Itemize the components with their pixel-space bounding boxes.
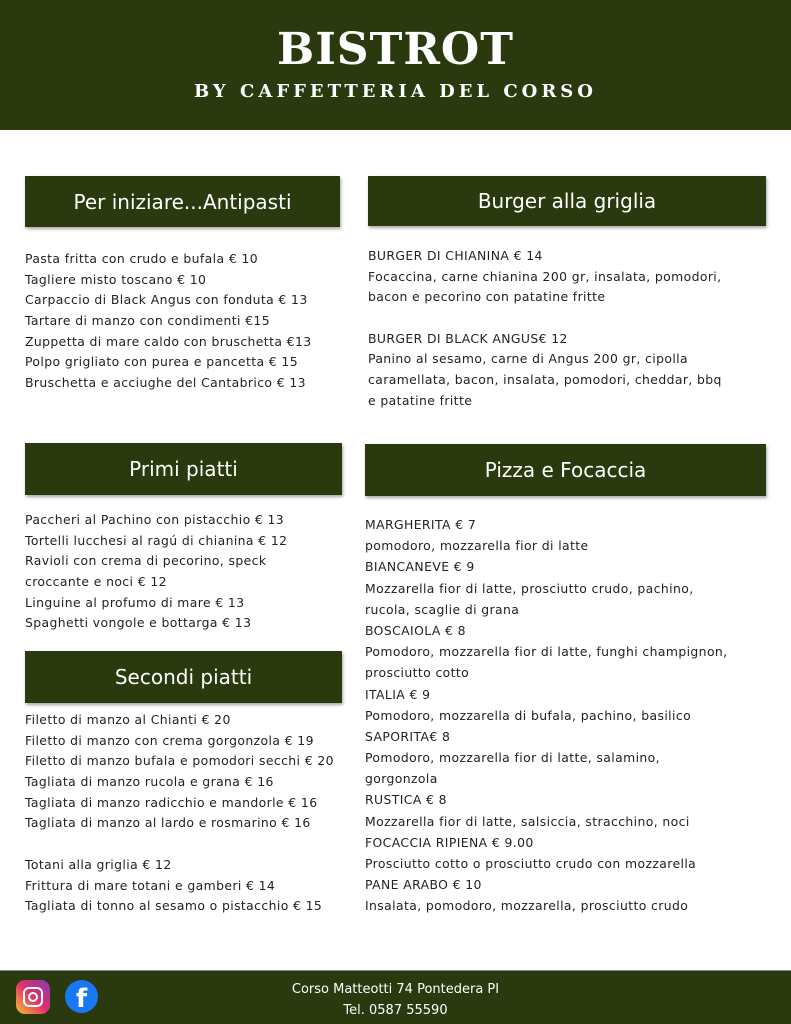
- pizza-line: Pomodoro, mozzarella fior di latte, funghi champignon,: [365, 644, 728, 660]
- list-item: Filetto di manzo al Chianti € 20: [25, 712, 231, 727]
- pizza-line: BIANCANEVE € 9: [365, 559, 475, 575]
- list-item: Tortelli lucchesi al ragú di chianina € 12: [25, 532, 288, 548]
- list-item: croccante e noci € 12: [25, 574, 167, 590]
- list-item: Frittura di mare totani e gamberi € 14: [25, 877, 276, 893]
- pizza-line: Pomodoro, mozzarella fior di latte, salamino,: [365, 750, 660, 766]
- section-antipasti: Per iniziare...Antipasti: [25, 176, 340, 227]
- primi-list: [25, 510, 287, 634]
- secondi-list: [25, 710, 334, 917]
- pizza-line: FOCACCIA RIPIENA € 9.00: [365, 834, 534, 850]
- title: BISTROT: [277, 24, 514, 75]
- list-item: Pasta fritta con crudo e bufala € 10: [25, 251, 259, 266]
- list-item: Tagliata di manzo al lardo e rosmarino € 16: [25, 815, 311, 831]
- list-item: Tagliata di manzo radicchio e mandorle € 16: [25, 794, 318, 810]
- pizza-line: ITALIA € 9: [365, 686, 431, 702]
- pizza-line: rucola, scaglie di grana: [365, 601, 520, 617]
- list-item: Totani alla griglia € 12: [25, 856, 172, 872]
- phone: Tel. 0587 55590: [343, 1003, 448, 1018]
- burger-desc: caramellata, bacon, insalata, pomodori, cheddar, bbq: [368, 372, 722, 388]
- pizza-line: BOSCAIOLA € 8: [365, 622, 466, 638]
- list-item: Tartare di manzo con condimenti €15: [25, 313, 270, 329]
- list-item: Zuppetta di mare caldo con bruschetta €13: [25, 333, 312, 349]
- header: [0, 0, 791, 130]
- antipasti-list: [25, 249, 312, 394]
- list-item: Tagliere misto toscano € 10: [25, 271, 207, 287]
- facebook-icon[interactable]: f: [65, 980, 98, 1013]
- section-pizza: Pizza e Focaccia: [365, 444, 766, 496]
- pizza-line: Mozzarella fior di latte, salsiccia, stracchino, noci: [365, 813, 690, 829]
- burger-name: BURGER DI BLACK ANGUS€ 12: [368, 330, 568, 346]
- pizza-line: Prosciutto cotto o prosciutto crudo con mozzarella: [365, 856, 697, 871]
- pizza-list: [365, 514, 728, 917]
- section-burger: Burger alla griglia: [368, 176, 766, 226]
- pizza-line: RUSTICA € 8: [365, 792, 447, 808]
- subtitle: BY CAFFETTERIA DEL CORSO: [194, 81, 597, 102]
- list-item: Paccheri al Pachino con pistacchio € 13: [25, 512, 285, 527]
- instagram-icon[interactable]: [16, 980, 50, 1014]
- burger-desc: Focaccina, carne chianina 200 gr, insalata, pomodori,: [368, 268, 722, 284]
- footer: [0, 970, 791, 1024]
- list-item: Filetto di manzo bufala e pomodori secchi € 20: [25, 753, 334, 769]
- pizza-line: Insalata, pomodoro, mozzarella, prosciutto crudo: [365, 898, 689, 914]
- pizza-line: SAPORITA€ 8: [365, 728, 451, 744]
- pizza-line: Pomodoro, mozzarella di bufala, pachino, basilico: [365, 707, 692, 723]
- burger-name: BURGER DI CHIANINA € 14: [368, 248, 543, 263]
- list-item: Polpo grigliato con purea e pancetta € 15: [25, 354, 298, 370]
- pizza-line: pomodoro, mozzarella fior di latte: [365, 538, 589, 554]
- pizza-line: PANE ARABO € 10: [365, 877, 482, 893]
- pizza-line: MARGHERITA € 7: [365, 517, 477, 532]
- list-item: Tagliata di manzo rucola e grana € 16: [25, 774, 274, 790]
- list-item: Carpaccio di Black Angus con fonduta € 13: [25, 292, 308, 308]
- section-primi: Primi piatti: [25, 443, 342, 495]
- burger-desc: Panino al sesamo, carne di Angus 200 gr, cipolla: [368, 351, 688, 367]
- address: Corso Matteotti 74 Pontedera PI: [291, 982, 500, 997]
- section-secondi: Secondi piatti: [25, 651, 342, 703]
- list-item: Filetto di manzo con crema gorgonzola € 19: [25, 732, 314, 748]
- burger-desc: e patatine fritte: [368, 392, 473, 408]
- list-item: Ravioli con crema di pecorino, speck: [25, 553, 267, 569]
- list-item: Spaghetti vongole e bottarga € 13: [25, 615, 252, 631]
- pizza-line: Mozzarella fior di latte, prosciutto crudo, pachino,: [365, 580, 694, 596]
- burger-list: [368, 246, 722, 412]
- pizza-line: prosciutto cotto: [365, 665, 470, 681]
- pizza-line: gorgonzola: [365, 771, 438, 787]
- burger-desc: bacon e pecorino con patatine fritte: [368, 289, 606, 305]
- list-item: Tagliata di tonno al sesamo o pistacchio € 15: [25, 898, 323, 914]
- list-item: Linguine al profumo di mare € 13: [25, 594, 245, 610]
- list-item: Bruschetta e acciughe del Cantabrico € 13: [25, 375, 306, 391]
